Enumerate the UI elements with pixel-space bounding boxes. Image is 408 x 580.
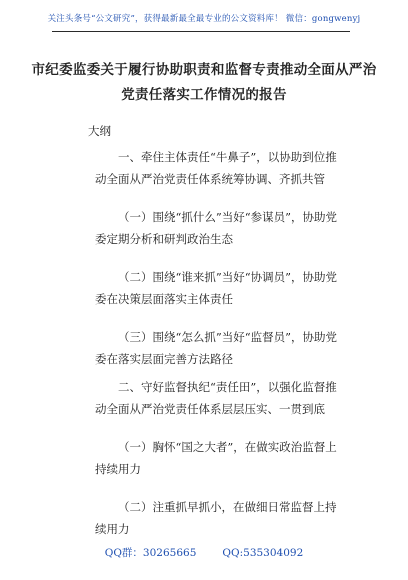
footer-qq-group: QQ群：30265665 (104, 547, 197, 559)
subsection-2-1: （一）胸怀“国之大者”，在做实政治监督上持续用力 (95, 440, 337, 476)
subsection-1-2: （二）围绕“谁来抓”当好“协调员”，协助党委在决策层面落实主体责任 (95, 270, 338, 306)
subsection-1-1: （一）围绕“抓什么”当好“参谋员”，协助党委定期分析和研判政治生态 (95, 210, 338, 246)
section-heading-2: 二、守好监督执纪“责任田”，以强化监督推动全面从严治党责任体系层层压实、一贯到底 (95, 380, 337, 416)
document-title-line-1: 市纪委监委关于履行协助职责和监督专责推动全面从严治 (31, 62, 377, 78)
subsection-2-2: （二）注重抓早抓小，在做细日常监督上持续用力 (95, 500, 337, 536)
footer-contact (0, 545, 408, 560)
footer-qq-number: QQ:535304092 (222, 547, 304, 559)
subsection-1-3: （三）围绕“怎么抓”当好“监督员”，协助党委在落实层面完善方法路径 (95, 330, 338, 366)
outline-label: 大纲 (88, 124, 111, 138)
document-title-line-2: 党责任落实工作情况的报告 (121, 87, 287, 103)
header-divider (52, 31, 350, 32)
header-promo-text: 关注头条号“公文研究”，获得最新最全最专业的公文资料库！ 微信：gongwenyj (47, 14, 361, 24)
section-heading-1: 一、牵住主体责任“牛鼻子”，以协助到位推动全面从严治党责任体系统筹协调、齐抓共管 (95, 150, 337, 186)
